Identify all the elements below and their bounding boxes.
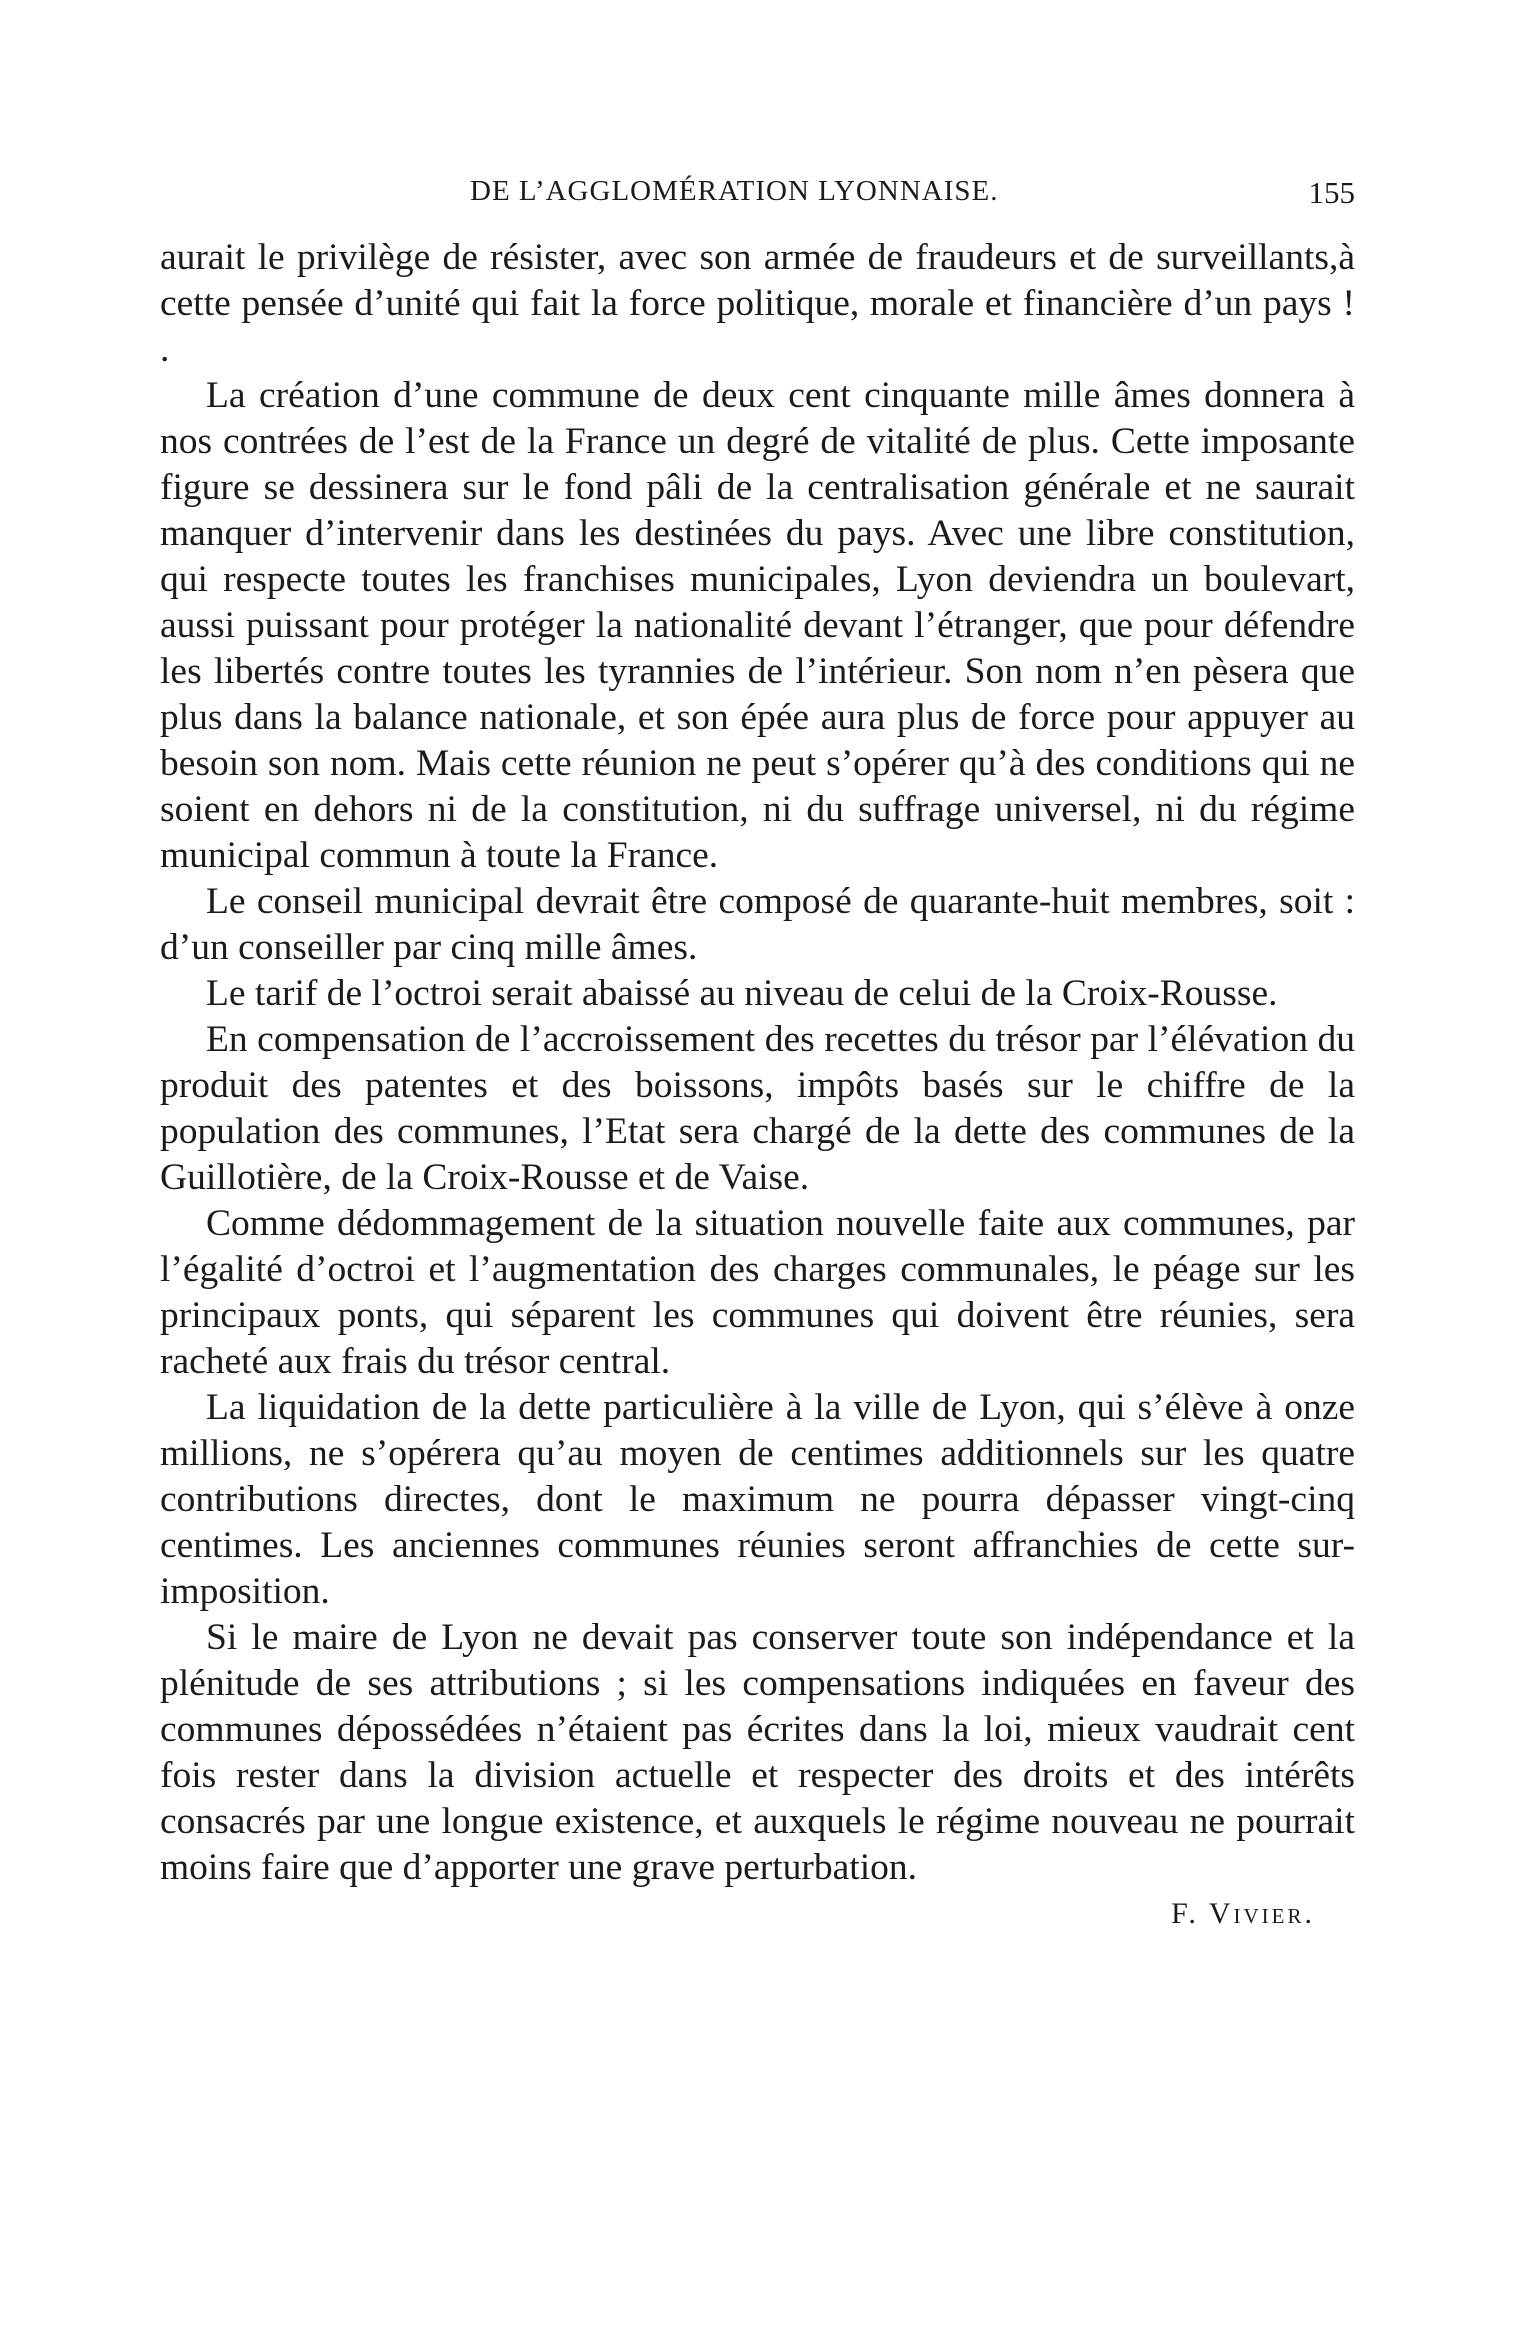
paragraph-indemnity: Comme dédommagement de la situation nouvelle faite aux communes, par l’égalité d’octroi et l’augmentation des charges communales, le péage sur les principaux ponts, qui séparent les communes qui doivent être réunies, sera racheté aux frais du trésor central.	[160, 1203, 1355, 1382]
page-header	[160, 175, 1355, 225]
paragraph-conclusion: Si le maire de Lyon ne devait pas conserver toute son indépendance et la plénitude de ses attributions ; si les compensations indiquées en faveur des communes dépossédées n’étaient pas écrites dans la loi, mieux vaudrait cent fois rester dans la division actuelle et respecter des droits et des intérêts consacrés par une longue existence, et auxquels le régime nouveau ne pourrait moins faire que d’apporter une grave perturbation.	[160, 1617, 1355, 1888]
paragraph-debt-liquidation: La liquidation de la dette particulière à la ville de Lyon, qui s’élève à onze millions, ne s’opérera qu’au moyen de centimes additionnels sur les quatre contributions directes, dont le maximum ne pourra dépasser vingt-cinq centimes. Les anciennes communes réunies seront affranchies de cette sur-imposition.	[160, 1387, 1355, 1612]
paragraph-continuation: aurait le privilège de résister, avec son armée de fraudeurs et de surveillants,à cette pensée d’unité qui fait la force politique, morale et financière d’un pays ! .	[160, 237, 1355, 370]
page-number: 155	[1308, 175, 1355, 210]
book-page	[160, 175, 1355, 1931]
paragraph-municipal-council: Le conseil municipal devrait être composé de quarante-huit membres, soit : d’un conseiller par cinq mille âmes.	[160, 881, 1355, 968]
paragraph-compensation: En compensation de l’accroissement des recettes du trésor par l’élévation du produit des patentes et des boissons, impôts basés sur le chiffre de la population des communes, l’Etat sera chargé de la dette des communes de la Guillotière, de la Croix-Rousse et de Vaise.	[160, 1019, 1355, 1198]
running-title: DE L’AGGLOMÉRATION LYONNAISE.	[470, 175, 999, 207]
paragraph-commune-creation: La création d’une commune de deux cent cinquante mille âmes donnera à nos contrées de l’est de la France un degré de vitalité de plus. Cette imposante figure se dessinera sur le fond pâli de la centralisation générale et ne saurait manquer d’intervenir dans les destinées du pays. Avec une libre constitution, qui respecte toutes les franchises municipales, Lyon deviendra un boulevart, aussi puissant pour protéger la nationalité devant l’étranger, que pour défendre les libertés contre toutes les tyrannies de l’intérieur. Son nom n’en pèsera que plus dans la balance nationale, et son épée aura plus de force pour appuyer au besoin son nom. Mais cette réunion ne peut s’opérer qu’à des conditions qui ne soient en dehors ni de la constitution, ni du suffrage universel, ni du régime municipal commun à toute la France.	[160, 375, 1355, 876]
author-signature: F. Vivier.	[1171, 1897, 1315, 1930]
paragraph-octroi-tariff: Le tarif de l’octroi serait abaissé au niveau de celui de la Croix-Rousse.	[206, 973, 1278, 1014]
body-text	[160, 235, 1355, 1891]
